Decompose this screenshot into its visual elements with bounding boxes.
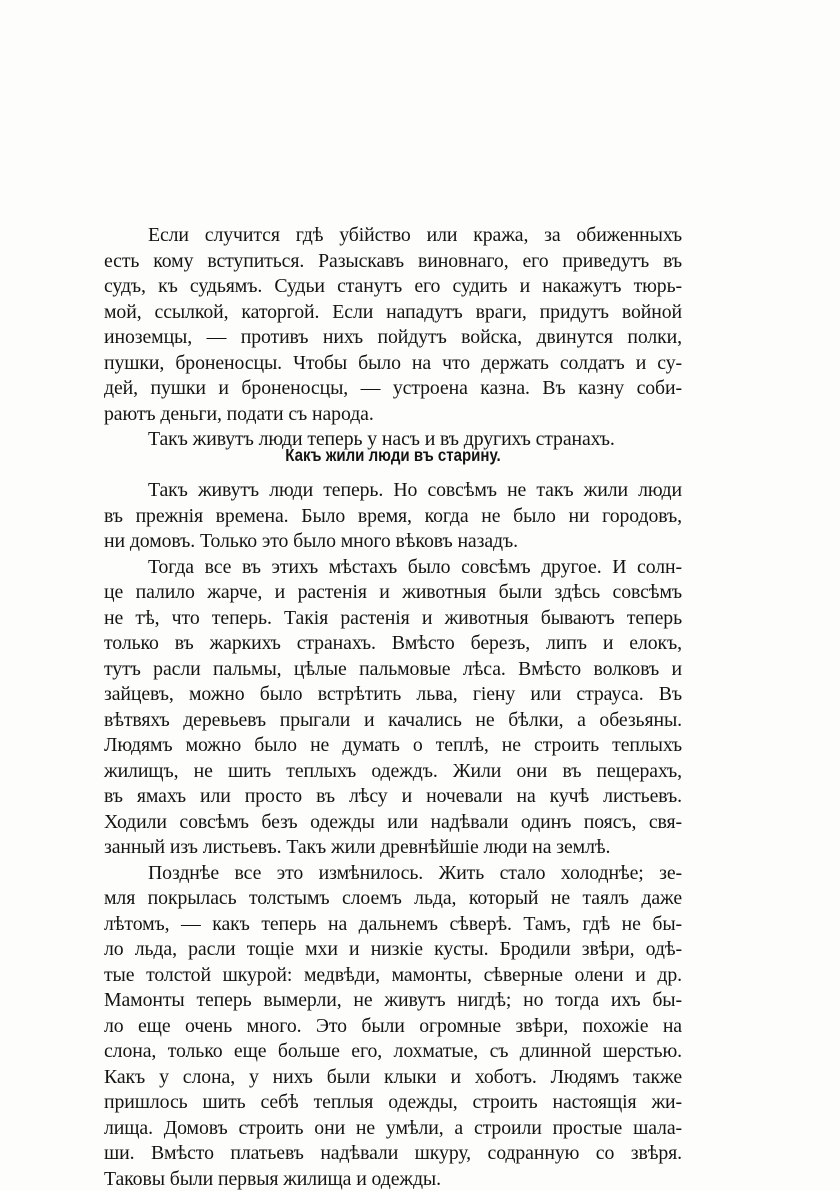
paragraph-line: жилищъ, не шить теплыхъ одеждъ. Жили они въ пещерахъ, [104, 759, 682, 785]
paragraph-line: ши. Вмѣсто платьевъ надѣвали шкуру, содранную со звѣря. [104, 1141, 682, 1167]
paragraph-line: зайцевъ, можно было встрѣтить льва, гіену или страуса. Въ [104, 682, 682, 708]
paragraph-line: Такъ живутъ люди теперь у насъ и въ другихъ странахъ. [104, 427, 682, 453]
paragraph-line: Таковы были первыя жилища и одежды. [104, 1167, 682, 1192]
paragraph-line: Людямъ можно было не думать о теплѣ, не строить теплыхъ [104, 733, 682, 759]
paragraph-line: слона, только еще больше его, лохматые, съ длинной шерстью. [104, 1039, 682, 1065]
paragraph-line: Тогда все въ этихъ мѣстахъ было совсѣмъ другое. И солн- [104, 555, 682, 581]
paragraph-line: тые толстой шкурой: медвѣди, мамонты, сѣверные олени и др. [104, 963, 682, 989]
paragraph-line: раютъ деньги, подати съ народа. [104, 402, 682, 428]
paragraph-line: це палило жарче, и растенія и животныя были здѣсь совсѣмъ [104, 580, 682, 606]
paragraph-line: лища. Домовъ строить они не умѣли, а строили простые шала- [104, 1116, 682, 1142]
paragraph-line: въ ямахъ или просто въ лѣсу и ночевали на кучѣ листьевъ. [104, 784, 682, 810]
paragraph-line: вѣтвяхъ деревьевъ прыгали и качались не бѣлки, а обезьяны. [104, 708, 682, 734]
paragraph-line: Мамонты теперь вымерли, не живутъ нигдѣ; но тогда ихъ бы- [104, 988, 682, 1014]
paragraph-line: Ходили совсѣмъ безъ одежды или надѣвали одинъ поясъ, свя- [104, 810, 682, 836]
paragraph-line: судъ, къ судьямъ. Судьи станутъ его судить и накажутъ тюрь- [104, 274, 682, 300]
paragraph-line: ло льда, расли тощіе мхи и низкіе кусты. Бродили звѣри, одѣ- [104, 937, 682, 963]
paragraph-line: иноземцы, — противъ нихъ пойдутъ войска, двинутся полки, [104, 325, 682, 351]
paragraph-line: Какъ у слона, у нихъ были клыки и хоботъ. Людямъ также [104, 1065, 682, 1091]
paragraph-line: занный изъ листьевъ. Такъ жили древнѣйшіе люди на землѣ. [104, 835, 682, 861]
section-old-times [104, 478, 682, 1192]
paragraph-line: Если случится гдѣ убійство или кража, за обиженныхъ [104, 223, 682, 249]
paragraph-line: ло еще очень много. Это были огромные звѣри, похожіе на [104, 1014, 682, 1040]
paragraph-line: лѣтомъ, — какъ теперь на дальнемъ сѣверѣ. Тамъ, гдѣ не бы- [104, 912, 682, 938]
section-crime-and-state [104, 223, 682, 453]
paragraph-line: пришлось шить себѣ теплыя одежды, строить настоящія жи- [104, 1090, 682, 1116]
paragraph-line: есть кому вступиться. Разыскавъ виновнаго, его приведутъ въ [104, 249, 682, 275]
paragraph-line: тутъ расли пальмы, цѣлые пальмовые лѣса. Вмѣсто волковъ и [104, 657, 682, 683]
paragraph-line: дей, пушки и броненосцы, — устроена казна. Въ казну соби- [104, 376, 682, 402]
paragraph-line: не тѣ, что теперь. Такія растенія и животныя бываютъ теперь [104, 606, 682, 632]
paragraph-line: мой, ссылкой, каторгой. Если нападутъ враги, придутъ войной [104, 300, 682, 326]
paragraph-line: Такъ живутъ люди теперь. Но совсѣмъ не такъ жили люди [104, 478, 682, 504]
paragraph-line: въ прежнія времена. Было время, когда не было ни городовъ, [104, 504, 682, 530]
section-heading: Какъ жили люди въ старину. [144, 442, 641, 468]
paragraph-line: только въ жаркихъ странахъ. Вмѣсто березъ, липъ и елокъ, [104, 631, 682, 657]
paragraph-line: Позднѣе все это измѣнилось. Жить стало холоднѣе; зе- [104, 861, 682, 887]
paragraph-line: мля покрылась толстымъ слоемъ льда, который не таялъ даже [104, 886, 682, 912]
paragraph-line: пушки, броненосцы. Чтобы было на что держать солдатъ и су- [104, 351, 682, 377]
paragraph-line: ни домовъ. Только это было много вѣковъ назадъ. [104, 529, 682, 555]
